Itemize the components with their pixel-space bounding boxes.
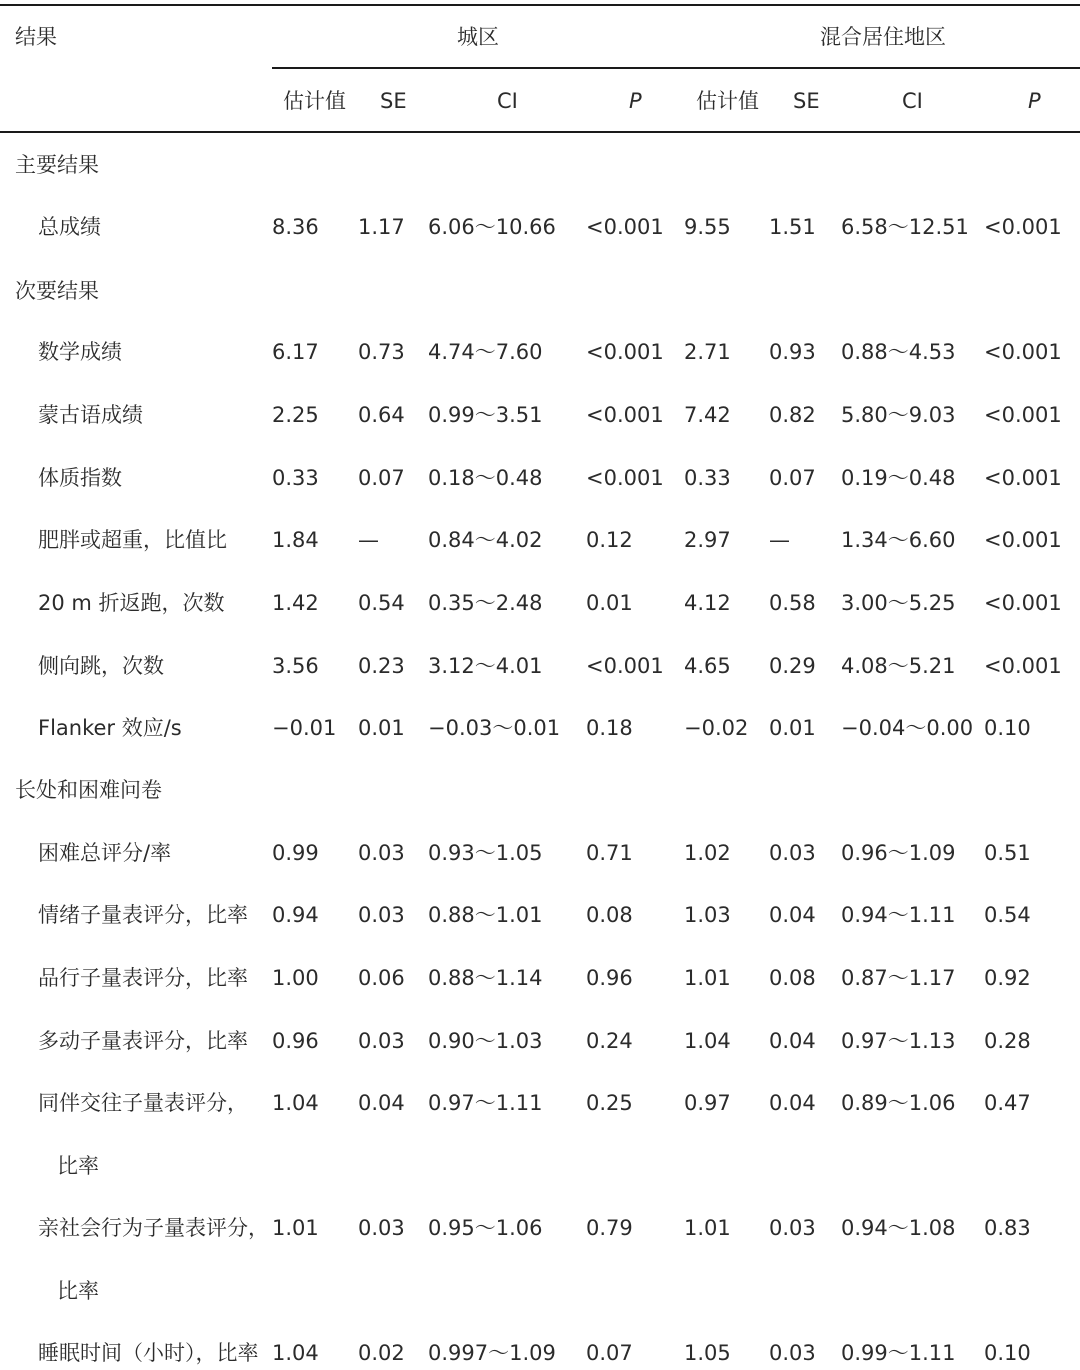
- row-label: 同伴交往子量表评分，: [38, 1091, 248, 1115]
- row-label: 多动子量表评分，比率: [38, 1029, 248, 1053]
- cell-mixed-p: <0.001: [984, 403, 1062, 427]
- col-header-ci: CI: [497, 89, 518, 113]
- cell-mixed-p: 0.83: [984, 1216, 1031, 1240]
- cell-mixed-estimate: −0.02: [684, 716, 749, 740]
- cell-urban-ci: 0.99～3.51: [428, 403, 543, 427]
- cell-urban-estimate: 1.00: [272, 966, 319, 990]
- cell-urban-estimate: −0.01: [272, 716, 337, 740]
- cell-mixed-estimate: 2.71: [684, 340, 731, 364]
- cell-urban-p: 0.08: [586, 903, 633, 927]
- cell-urban-estimate: 8.36: [272, 215, 319, 239]
- cell-mixed-se: 0.08: [769, 966, 816, 990]
- cell-mixed-p: 0.92: [984, 966, 1031, 990]
- cell-mixed-se: 0.58: [769, 591, 816, 615]
- cell-mixed-p: 0.47: [984, 1091, 1031, 1115]
- cell-mixed-estimate: 1.03: [684, 903, 731, 927]
- cell-urban-ci: 0.88～1.14: [428, 966, 543, 990]
- cell-mixed-se: 0.07: [769, 466, 816, 490]
- cell-urban-ci: 0.997～1.09: [428, 1341, 556, 1365]
- cell-urban-se: 0.07: [358, 466, 405, 490]
- cell-urban-estimate: 0.33: [272, 466, 319, 490]
- cell-mixed-estimate: 2.97: [684, 528, 731, 552]
- cell-urban-p: 0.01: [586, 591, 633, 615]
- cell-mixed-ci: 0.19～0.48: [841, 466, 956, 490]
- cell-mixed-estimate: 0.97: [684, 1091, 731, 1115]
- cell-mixed-se: 0.04: [769, 903, 816, 927]
- cell-urban-ci: 0.97～1.11: [428, 1091, 543, 1115]
- cell-mixed-estimate: 4.65: [684, 654, 731, 678]
- cell-mixed-estimate: 7.42: [684, 403, 731, 427]
- cell-urban-p: 0.18: [586, 716, 633, 740]
- cell-mixed-se: —: [769, 528, 790, 552]
- cell-urban-se: 0.73: [358, 340, 405, 364]
- row-label: 情绪子量表评分，比率: [38, 903, 248, 927]
- cell-urban-ci: 0.35～2.48: [428, 591, 543, 615]
- cell-urban-p: <0.001: [586, 403, 664, 427]
- cell-urban-se: 0.03: [358, 1216, 405, 1240]
- cell-mixed-p: 0.10: [984, 1341, 1031, 1365]
- row-label: 侧向跳，次数: [38, 654, 164, 678]
- cell-urban-estimate: 0.96: [272, 1029, 319, 1053]
- cell-urban-ci: 0.95～1.06: [428, 1216, 543, 1240]
- cell-mixed-se: 0.03: [769, 841, 816, 865]
- cell-mixed-se: 0.04: [769, 1029, 816, 1053]
- cell-urban-ci: 0.84～4.02: [428, 528, 543, 552]
- cell-mixed-ci: 0.94～1.08: [841, 1216, 956, 1240]
- cell-mixed-se: 0.04: [769, 1091, 816, 1115]
- cell-mixed-se: 1.51: [769, 215, 816, 239]
- cell-urban-p: 0.12: [586, 528, 633, 552]
- cell-urban-se: 0.23: [358, 654, 405, 678]
- cell-urban-ci: 4.74～7.60: [428, 340, 543, 364]
- cell-urban-ci: 0.90～1.03: [428, 1029, 543, 1053]
- cell-urban-se: 0.03: [358, 841, 405, 865]
- cell-mixed-se: 0.03: [769, 1341, 816, 1365]
- result-header: 结果: [15, 25, 57, 49]
- cell-urban-p: 0.07: [586, 1341, 633, 1365]
- row-label-continuation: 比率: [57, 1279, 99, 1303]
- row-label: 肥胖或超重，比值比: [38, 528, 227, 552]
- cell-mixed-estimate: 0.33: [684, 466, 731, 490]
- cell-urban-estimate: 1.84: [272, 528, 319, 552]
- row-label: 睡眠时间（小时），比率: [38, 1341, 259, 1365]
- cell-mixed-ci: −0.04～0.00: [841, 716, 974, 740]
- section-label-secondary: 次要结果: [15, 279, 99, 303]
- section-label-sdq: 长处和困难问卷: [15, 778, 162, 802]
- cell-urban-ci: 0.93～1.05: [428, 841, 543, 865]
- row-label: Flanker 效应/s: [38, 716, 182, 740]
- cell-mixed-ci: 6.58～12.51: [841, 215, 969, 239]
- row-label-continuation: 比率: [57, 1154, 99, 1178]
- cell-urban-se: 0.03: [358, 903, 405, 927]
- row-label: 亲社会行为子量表评分，: [38, 1216, 269, 1240]
- cell-urban-estimate: 3.56: [272, 654, 319, 678]
- cell-mixed-p: <0.001: [984, 654, 1062, 678]
- section-label-primary: 主要结果: [15, 153, 99, 177]
- cell-mixed-ci: 1.34～6.60: [841, 528, 956, 552]
- cell-mixed-ci: 3.00～5.25: [841, 591, 956, 615]
- group-rule: [272, 67, 1080, 69]
- cell-mixed-estimate: 1.02: [684, 841, 731, 865]
- cell-mixed-ci: 0.94～1.11: [841, 903, 956, 927]
- cell-urban-ci: 6.06～10.66: [428, 215, 556, 239]
- cell-mixed-p: <0.001: [984, 340, 1062, 364]
- cell-mixed-ci: 0.88～4.53: [841, 340, 956, 364]
- group-header-mixed: 混合居住地区: [820, 25, 946, 49]
- cell-urban-se: 0.03: [358, 1029, 405, 1053]
- cell-urban-p: 0.24: [586, 1029, 633, 1053]
- col-header-estimate: 估计值: [283, 89, 346, 113]
- cell-urban-estimate: 1.01: [272, 1216, 319, 1240]
- cell-mixed-ci: 5.80～9.03: [841, 403, 956, 427]
- cell-urban-estimate: 0.99: [272, 841, 319, 865]
- cell-urban-estimate: 1.42: [272, 591, 319, 615]
- cell-mixed-ci: 0.87～1.17: [841, 966, 956, 990]
- row-label: 体质指数: [38, 466, 122, 490]
- cell-mixed-p: <0.001: [984, 591, 1062, 615]
- cell-urban-se: 0.06: [358, 966, 405, 990]
- cell-mixed-ci: 0.99～1.11: [841, 1341, 956, 1365]
- cell-mixed-se: 0.01: [769, 716, 816, 740]
- cell-urban-p: <0.001: [586, 340, 664, 364]
- row-label: 20 m 折返跑，次数: [38, 591, 225, 615]
- cell-urban-estimate: 2.25: [272, 403, 319, 427]
- cell-urban-se: 0.54: [358, 591, 405, 615]
- cell-mixed-ci: 4.08～5.21: [841, 654, 956, 678]
- cell-mixed-p: 0.54: [984, 903, 1031, 927]
- col-header-estimate: 估计值: [696, 89, 759, 113]
- cell-urban-se: —: [358, 528, 379, 552]
- cell-urban-estimate: 1.04: [272, 1091, 319, 1115]
- cell-urban-p: <0.001: [586, 466, 664, 490]
- cell-urban-p: 0.79: [586, 1216, 633, 1240]
- cell-mixed-estimate: 1.04: [684, 1029, 731, 1053]
- cell-mixed-ci: 0.96～1.09: [841, 841, 956, 865]
- cell-urban-p: <0.001: [586, 654, 664, 678]
- cell-urban-se: 0.01: [358, 716, 405, 740]
- cell-urban-p: 0.96: [586, 966, 633, 990]
- cell-mixed-p: <0.001: [984, 215, 1062, 239]
- cell-urban-estimate: 0.94: [272, 903, 319, 927]
- cell-mixed-estimate: 4.12: [684, 591, 731, 615]
- cell-urban-se: 0.02: [358, 1341, 405, 1365]
- cell-mixed-se: 0.29: [769, 654, 816, 678]
- row-label: 总成绩: [38, 215, 101, 239]
- row-label: 蒙古语成绩: [38, 403, 143, 427]
- cell-urban-ci: −0.03～0.01: [428, 716, 561, 740]
- cell-mixed-estimate: 1.01: [684, 1216, 731, 1240]
- group-header-urban: 城区: [457, 25, 499, 49]
- cell-mixed-ci: 0.89～1.06: [841, 1091, 956, 1115]
- cell-mixed-se: 0.03: [769, 1216, 816, 1240]
- row-label: 数学成绩: [38, 340, 122, 364]
- cell-urban-se: 0.04: [358, 1091, 405, 1115]
- cell-urban-se: 0.64: [358, 403, 405, 427]
- top-rule: [0, 4, 1080, 6]
- cell-mixed-p: 0.28: [984, 1029, 1031, 1053]
- col-header-ci: CI: [902, 89, 923, 113]
- cell-urban-ci: 3.12～4.01: [428, 654, 543, 678]
- col-header-p: P: [629, 89, 642, 113]
- cell-urban-se: 1.17: [358, 215, 405, 239]
- cell-mixed-p: <0.001: [984, 466, 1062, 490]
- col-header-p: P: [1028, 89, 1041, 113]
- header-bottom-rule: [0, 131, 1080, 133]
- cell-urban-p: <0.001: [586, 215, 664, 239]
- cell-urban-ci: 0.88～1.01: [428, 903, 543, 927]
- col-header-se: SE: [793, 89, 820, 113]
- cell-mixed-estimate: 1.05: [684, 1341, 731, 1365]
- row-label: 困难总评分/率: [38, 841, 172, 865]
- cell-mixed-se: 0.82: [769, 403, 816, 427]
- cell-mixed-p: 0.10: [984, 716, 1031, 740]
- cell-urban-p: 0.25: [586, 1091, 633, 1115]
- cell-urban-ci: 0.18～0.48: [428, 466, 543, 490]
- row-label: 品行子量表评分，比率: [38, 966, 248, 990]
- cell-urban-estimate: 6.17: [272, 340, 319, 364]
- cell-mixed-estimate: 9.55: [684, 215, 731, 239]
- cell-urban-estimate: 1.04: [272, 1341, 319, 1365]
- col-header-se: SE: [380, 89, 407, 113]
- cell-mixed-p: 0.51: [984, 841, 1031, 865]
- cell-mixed-p: <0.001: [984, 528, 1062, 552]
- cell-mixed-ci: 0.97～1.13: [841, 1029, 956, 1053]
- cell-urban-p: 0.71: [586, 841, 633, 865]
- cell-mixed-estimate: 1.01: [684, 966, 731, 990]
- cell-mixed-se: 0.93: [769, 340, 816, 364]
